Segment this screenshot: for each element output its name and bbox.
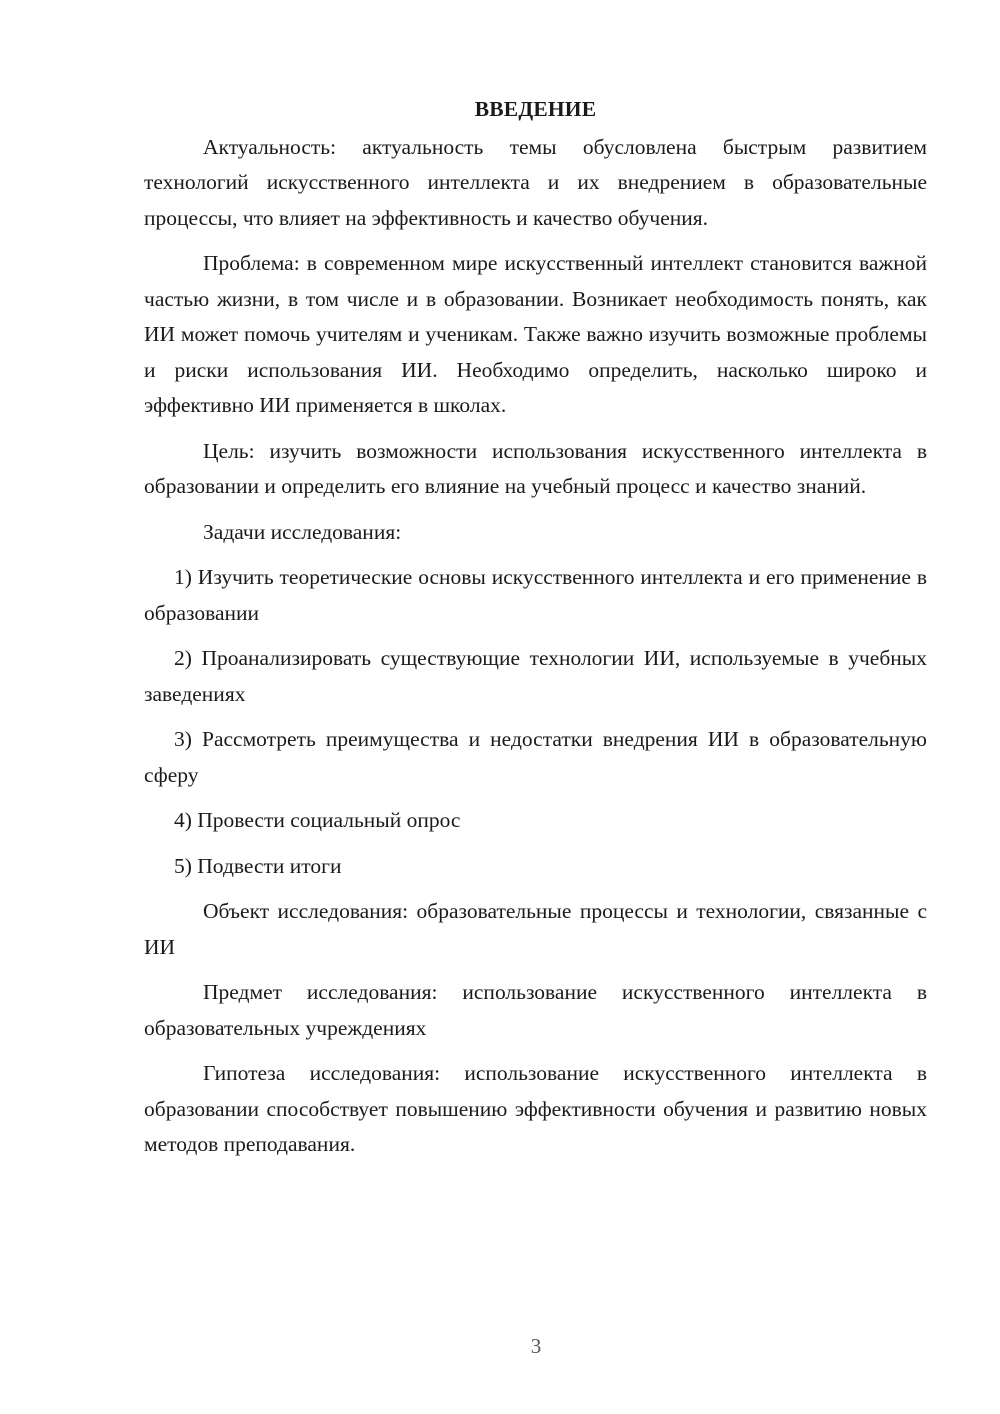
task-item-3: 3) Рассмотреть преимущества и недостатки внедрения ИИ в образовательную сферу xyxy=(144,727,927,787)
hypothesis-paragraph: Гипотеза исследования: использование искусственного интеллекта в образовании способствует повышению эффективности обучения и развитию новых методов преподавания. xyxy=(144,1061,927,1156)
goal-paragraph: Цель: изучить возможности использования искусственного интеллекта в образовании и определить его влияние на учебный процесс и качество знаний. xyxy=(144,438,927,498)
task-item-4: 4) Провести социальный опрос xyxy=(174,808,461,832)
page-number: 3 xyxy=(530,1334,542,1358)
problem-paragraph: Проблема: в современном мире искусственный интеллект становится важной частью жизни, в том числе и в образовании. Возникает необходимость понять, как ИИ может помочь учителям и ученикам. Также важно изучить возможные проблемы и риски использования ИИ. Необходимо определить, насколько широко и эффективно ИИ применяется в школах. xyxy=(144,251,927,417)
task-item-2: 2) Проанализировать существующие технологии ИИ, используемые в учебных заведениях xyxy=(144,646,927,706)
relevance-paragraph: Актуальность: актуальность темы обусловлена быстрым развитием технологий искусственного интеллекта и их внедрением в образовательные процессы, что влияет на эффективность и качество обучения. xyxy=(144,134,927,230)
tasks-heading: Задачи исследования: xyxy=(203,519,402,544)
page-content xyxy=(144,92,927,1163)
tasks-list xyxy=(144,560,927,884)
subject-paragraph: Предмет исследования: использование искусственного интеллекта в образовательных учреждениях xyxy=(144,980,927,1040)
task-item-5: 5) Подвести итоги xyxy=(174,853,342,878)
section-title: ВВЕДЕНИЕ xyxy=(474,97,597,121)
task-item-1: 1) Изучить теоретические основы искусственного интеллекта и его применение в образовании xyxy=(144,565,927,625)
object-paragraph: Объект исследования: образовательные процессы и технологии, связанные с ИИ xyxy=(144,899,927,959)
